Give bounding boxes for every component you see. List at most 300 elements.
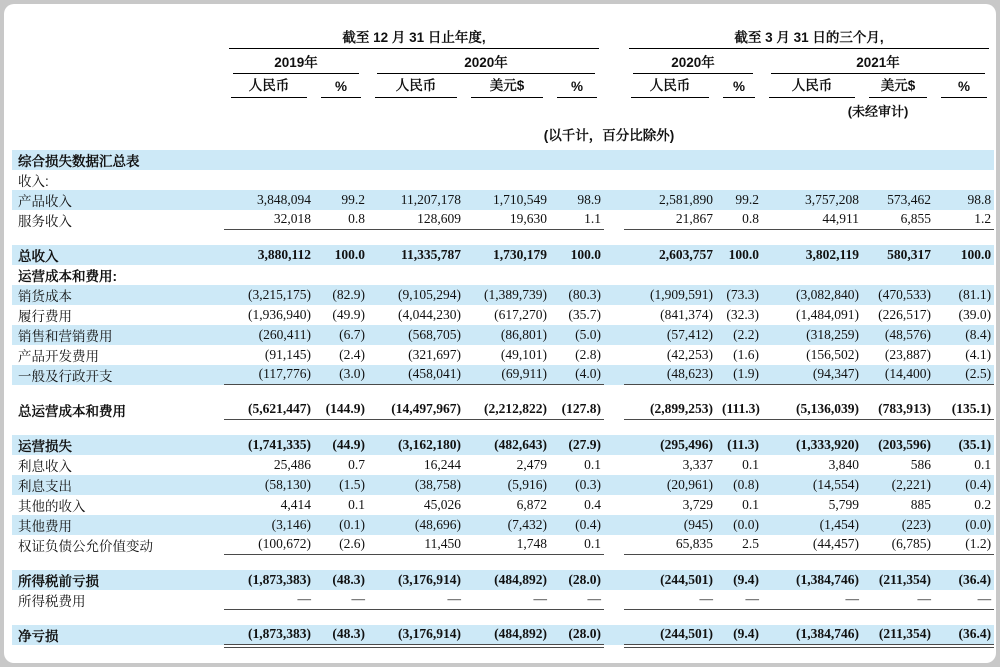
value-cell	[224, 625, 314, 645]
value-cell	[368, 570, 464, 590]
value-cell	[624, 535, 716, 555]
group-gap	[604, 74, 624, 98]
column-header-label: %	[557, 79, 597, 98]
value-cell	[368, 305, 464, 325]
value-cell	[934, 515, 994, 535]
cell-value: 1,730,179	[493, 246, 547, 262]
cell-value: (1,389,739)	[484, 286, 547, 302]
cell-value: (14,554)	[812, 476, 860, 492]
cell-value: (48,576)	[884, 326, 932, 342]
cell-value: 0.4	[584, 496, 602, 512]
value-cell	[224, 365, 314, 385]
row-label: 销货成本	[12, 285, 224, 305]
value-cell	[862, 325, 934, 345]
value-cell	[624, 345, 716, 365]
column-gap	[604, 455, 624, 475]
cell-value: 3,337	[682, 456, 714, 472]
cell-value: (1,384,746)	[762, 625, 862, 645]
cell-value: 3,848,094	[257, 191, 311, 207]
cell-value: 1.2	[934, 210, 994, 230]
value-cell	[224, 150, 314, 170]
cell-value: (58,130)	[264, 476, 311, 492]
cell-value: (57,412)	[666, 326, 714, 342]
value-cell	[464, 515, 550, 535]
value-cell	[368, 265, 464, 285]
value-cell	[314, 150, 368, 170]
value-cell	[224, 400, 314, 420]
cell-value: 573,462	[887, 191, 932, 207]
currency-header-row	[12, 74, 994, 98]
cell-value: (617,270)	[494, 306, 547, 322]
value-cell	[550, 590, 604, 610]
value-cell	[464, 365, 550, 385]
value-cell	[464, 475, 550, 495]
cell-value: (3,162,180)	[398, 436, 461, 452]
cell-value: (1.9)	[716, 365, 762, 385]
cell-value: 1,748	[464, 535, 550, 555]
value-cell	[934, 150, 994, 170]
value-cell	[314, 535, 368, 555]
financial-summary-table	[12, 24, 994, 645]
cell-value: (9.4)	[716, 625, 762, 645]
value-cell	[934, 345, 994, 365]
value-cell	[716, 345, 762, 365]
value-cell	[314, 210, 368, 230]
value-cell	[716, 535, 762, 555]
value-cell	[762, 365, 862, 385]
cell-value: (1,873,383)	[248, 571, 311, 587]
value-cell	[934, 400, 994, 420]
value-cell	[314, 170, 368, 190]
value-cell	[550, 365, 604, 385]
cell-value: —	[762, 590, 862, 610]
cell-value: (1,873,383)	[224, 625, 314, 645]
cell-value: (470,533)	[878, 286, 932, 302]
value-cell	[368, 590, 464, 610]
year-header-2020	[368, 49, 604, 74]
cell-value: —	[716, 590, 762, 610]
row-label: 利息收入	[18, 459, 72, 474]
value-cell	[762, 345, 862, 365]
value-cell	[368, 325, 464, 345]
row-label: 权证负债公允价值变动	[18, 539, 153, 554]
row-label: 收入:	[18, 174, 49, 189]
cell-value: (3,215,175)	[248, 286, 311, 302]
column-gap	[604, 570, 624, 590]
cell-value: (111.3)	[716, 400, 762, 420]
year-label: 2020年	[377, 51, 595, 74]
value-cell	[464, 455, 550, 475]
cell-value: (223)	[901, 516, 932, 532]
cell-value: 19,630	[464, 210, 550, 230]
cell-value: (9.4)	[733, 571, 760, 587]
value-cell	[716, 435, 762, 455]
value-cell	[550, 170, 604, 190]
cell-value: 0.1	[742, 496, 760, 512]
value-cell	[716, 570, 762, 590]
value-cell	[314, 285, 368, 305]
value-cell	[934, 305, 994, 325]
column-header	[762, 74, 862, 98]
value-cell	[762, 400, 862, 420]
value-cell	[550, 150, 604, 170]
table-row	[12, 305, 994, 325]
cell-value: (39.0)	[958, 306, 992, 322]
value-cell	[314, 265, 368, 285]
empty-cell	[224, 98, 604, 120]
value-cell	[762, 625, 862, 645]
value-cell	[716, 245, 762, 265]
value-cell	[862, 535, 934, 555]
cell-value: (1.2)	[934, 535, 994, 555]
cell-value: (127.8)	[550, 400, 604, 420]
cell-value: (36.4)	[958, 571, 992, 587]
column-header-label: 人民币	[631, 74, 709, 98]
cell-value: (48.3)	[332, 571, 365, 587]
column-header-label: 美元$	[869, 74, 927, 98]
value-cell	[464, 625, 550, 645]
value-cell	[862, 245, 934, 265]
label-column-spacer	[12, 74, 224, 98]
value-cell	[716, 455, 762, 475]
value-cell	[368, 495, 464, 515]
cell-value: (1,741,335)	[248, 436, 311, 452]
group-gap	[604, 98, 624, 120]
row-label: 运营损失	[12, 435, 224, 455]
value-cell	[314, 475, 368, 495]
value-cell	[550, 190, 604, 210]
value-cell	[624, 495, 716, 515]
column-header-label: %	[321, 79, 361, 98]
value-cell	[368, 210, 464, 230]
cell-value: (14,400)	[862, 365, 934, 385]
cell-value: 0.1	[550, 535, 604, 555]
value-cell	[762, 265, 862, 285]
cell-value: (244,501)	[624, 625, 716, 645]
unaudited-note-row	[12, 98, 994, 120]
cell-value: (48.3)	[314, 625, 368, 645]
spacer-row	[12, 420, 994, 435]
cell-value: 100.0	[728, 246, 760, 262]
value-cell	[934, 170, 994, 190]
value-cell	[624, 305, 716, 325]
row-label: 履行费用	[18, 309, 72, 324]
cell-value: 98.9	[577, 191, 602, 207]
value-cell	[368, 535, 464, 555]
cell-value: 100.0	[334, 246, 365, 262]
value-cell	[224, 285, 314, 305]
table-row	[12, 285, 994, 305]
page-card	[4, 4, 996, 663]
value-cell	[762, 190, 862, 210]
value-cell	[368, 435, 464, 455]
value-cell	[550, 285, 604, 305]
year-header-row	[12, 49, 994, 74]
cell-value: (0.8)	[733, 476, 760, 492]
cell-value: (2.4)	[339, 346, 365, 362]
cell-value: 1,710,549	[493, 191, 547, 207]
cell-value: (7,432)	[507, 516, 547, 532]
value-cell	[550, 495, 604, 515]
value-cell	[862, 570, 934, 590]
row-label: 其他的收入	[18, 499, 86, 514]
value-cell	[762, 495, 862, 515]
value-cell	[624, 365, 716, 385]
value-cell	[550, 400, 604, 420]
column-header-label: 美元$	[471, 74, 543, 98]
cell-value: (211,354)	[862, 625, 934, 645]
cell-value: 21,867	[624, 210, 716, 230]
cell-value: 98.8	[967, 191, 992, 207]
column-gap	[604, 365, 624, 385]
value-cell	[762, 305, 862, 325]
spacer-cell	[12, 610, 994, 625]
table-body	[12, 150, 994, 645]
cell-value: (35.7)	[568, 306, 602, 322]
row-label: 产品收入	[12, 190, 224, 210]
row-label: 所得税费用	[18, 594, 86, 609]
value-cell	[464, 535, 550, 555]
label-column-spacer	[12, 49, 224, 74]
value-cell	[624, 570, 716, 590]
value-cell	[224, 535, 314, 555]
column-gap	[604, 535, 624, 555]
value-cell	[224, 170, 314, 190]
value-cell	[550, 265, 604, 285]
value-cell	[314, 515, 368, 535]
value-cell	[716, 305, 762, 325]
value-cell	[934, 245, 994, 265]
value-cell	[762, 455, 862, 475]
cell-value: (3,176,914)	[398, 571, 461, 587]
cell-value: —	[934, 590, 994, 610]
cell-value: (73.3)	[726, 286, 760, 302]
table-row	[12, 475, 994, 495]
value-cell	[224, 570, 314, 590]
value-cell	[550, 475, 604, 495]
year-header-2019	[224, 49, 368, 74]
value-cell	[716, 170, 762, 190]
cell-value: (318,259)	[806, 326, 860, 342]
cell-value: (2,212,822)	[464, 400, 550, 420]
value-cell	[550, 435, 604, 455]
cell-value: (3.0)	[314, 365, 368, 385]
period-header-row	[12, 24, 994, 49]
cell-value: 0.1	[974, 456, 992, 472]
value-cell	[934, 265, 994, 285]
value-cell	[934, 475, 994, 495]
value-cell	[716, 325, 762, 345]
cell-value: (38,758)	[414, 476, 461, 492]
cell-value: 0.7	[348, 456, 365, 472]
value-cell	[862, 495, 934, 515]
value-cell	[368, 285, 464, 305]
table-row	[12, 455, 994, 475]
unaudited-note: (未经审计)	[847, 104, 909, 119]
column-gap	[604, 625, 624, 645]
cell-value: 5,799	[828, 496, 860, 512]
column-header-label: 人民币	[375, 74, 457, 98]
cell-value: (94,347)	[762, 365, 862, 385]
value-cell	[862, 365, 934, 385]
value-cell	[762, 435, 862, 455]
cell-value: —	[862, 590, 934, 610]
value-cell	[314, 590, 368, 610]
value-cell	[550, 455, 604, 475]
table-row	[12, 150, 994, 170]
value-cell	[862, 515, 934, 535]
cell-value: (945)	[683, 516, 714, 532]
value-cell	[550, 625, 604, 645]
value-cell	[934, 495, 994, 515]
cell-value: (4.0)	[550, 365, 604, 385]
cell-value: (9,105,294)	[398, 286, 461, 302]
value-cell	[550, 210, 604, 230]
value-cell	[368, 625, 464, 645]
cell-value: (1.5)	[339, 476, 365, 492]
value-cell	[934, 210, 994, 230]
cell-value: 0.1	[742, 456, 760, 472]
table-row	[12, 535, 994, 555]
cell-value: (44.9)	[332, 436, 365, 452]
cell-value: (69,911)	[464, 365, 550, 385]
cell-value: (2.8)	[575, 346, 602, 362]
cell-value: (4.1)	[965, 346, 992, 362]
value-cell	[464, 285, 550, 305]
value-cell	[550, 305, 604, 325]
cell-value: (2,899,253)	[624, 400, 716, 420]
cell-value: (568,705)	[408, 326, 461, 342]
column-gap	[604, 190, 624, 210]
value-cell	[762, 515, 862, 535]
cell-value: 3,880,112	[257, 246, 311, 262]
value-cell	[862, 150, 934, 170]
value-cell	[716, 150, 762, 170]
value-cell	[624, 435, 716, 455]
spacer-row	[12, 230, 994, 245]
cell-value: 99.2	[341, 191, 365, 207]
cell-value: (2.2)	[733, 326, 760, 342]
cell-value: (8.4)	[965, 326, 992, 342]
spacer-cell	[12, 230, 994, 245]
cell-value: —	[368, 590, 464, 610]
value-cell	[716, 285, 762, 305]
value-cell	[716, 400, 762, 420]
value-cell	[224, 245, 314, 265]
value-cell	[550, 325, 604, 345]
cell-value: (49.9)	[332, 306, 365, 322]
cell-value: (44,457)	[762, 535, 862, 555]
cell-value: 4,414	[280, 496, 311, 512]
year-label: 2020年	[633, 51, 753, 74]
cell-value: 580,317	[887, 246, 932, 262]
value-cell	[862, 455, 934, 475]
cell-value: —	[314, 590, 368, 610]
value-cell	[368, 365, 464, 385]
cell-value: (5.0)	[575, 326, 602, 342]
label-column-spacer	[12, 24, 224, 49]
cell-value: (0.3)	[575, 476, 602, 492]
cell-value: —	[550, 590, 604, 610]
cell-value: 100.0	[960, 246, 992, 262]
value-cell	[368, 515, 464, 535]
cell-value: (5,621,447)	[224, 400, 314, 420]
spacer-row	[12, 385, 994, 400]
value-cell	[624, 515, 716, 535]
value-cell	[862, 305, 934, 325]
cell-value: (86,801)	[500, 326, 547, 342]
cell-value: (321,697)	[408, 346, 461, 362]
value-cell	[224, 455, 314, 475]
column-gap	[604, 495, 624, 515]
row-label: 其他费用	[12, 515, 224, 535]
cell-value: 2,603,757	[659, 246, 714, 262]
group-gap	[604, 24, 624, 49]
value-cell	[934, 435, 994, 455]
table-row	[12, 245, 994, 265]
value-cell	[464, 190, 550, 210]
column-gap	[604, 245, 624, 265]
value-cell	[368, 190, 464, 210]
value-cell	[716, 190, 762, 210]
row-label: 销售和营销费用	[12, 325, 224, 345]
table-row	[12, 570, 994, 590]
value-cell	[368, 400, 464, 420]
cell-value: 25,486	[273, 456, 311, 472]
value-cell	[762, 150, 862, 170]
cell-value: (484,892)	[494, 571, 547, 587]
value-cell	[934, 190, 994, 210]
table-row	[12, 590, 994, 610]
cell-value: (0.0)	[965, 516, 992, 532]
value-cell	[314, 365, 368, 385]
cell-value: 65,835	[624, 535, 716, 555]
cell-value: (484,892)	[464, 625, 550, 645]
value-cell	[716, 495, 762, 515]
value-cell	[314, 305, 368, 325]
label-column-spacer	[12, 120, 224, 150]
value-cell	[464, 265, 550, 285]
value-cell	[862, 475, 934, 495]
spacer-cell	[12, 420, 994, 435]
value-cell	[624, 170, 716, 190]
cell-value: (144.9)	[314, 400, 368, 420]
cell-value: 99.2	[735, 191, 760, 207]
cell-value: 2.5	[716, 535, 762, 555]
value-cell	[862, 210, 934, 230]
table-row	[12, 265, 994, 285]
value-cell	[862, 625, 934, 645]
column-header	[550, 74, 604, 98]
cell-value: 0.8	[716, 210, 762, 230]
value-cell	[762, 325, 862, 345]
cell-value: 32,018	[224, 210, 314, 230]
label-column-spacer	[12, 98, 224, 120]
cell-value: (48,623)	[624, 365, 716, 385]
cell-value: 6,855	[862, 210, 934, 230]
value-cell	[624, 210, 716, 230]
cell-value: —	[464, 590, 550, 610]
column-header-label: 人民币	[769, 74, 855, 98]
units-note-row	[12, 120, 994, 150]
cell-value: 885	[910, 496, 932, 512]
cell-value: (0.4)	[965, 476, 992, 492]
value-cell	[464, 495, 550, 515]
value-cell	[464, 245, 550, 265]
row-label: 综合损失数据汇总表	[12, 150, 224, 170]
value-cell	[464, 325, 550, 345]
cell-value: 11,207,178	[400, 191, 461, 207]
